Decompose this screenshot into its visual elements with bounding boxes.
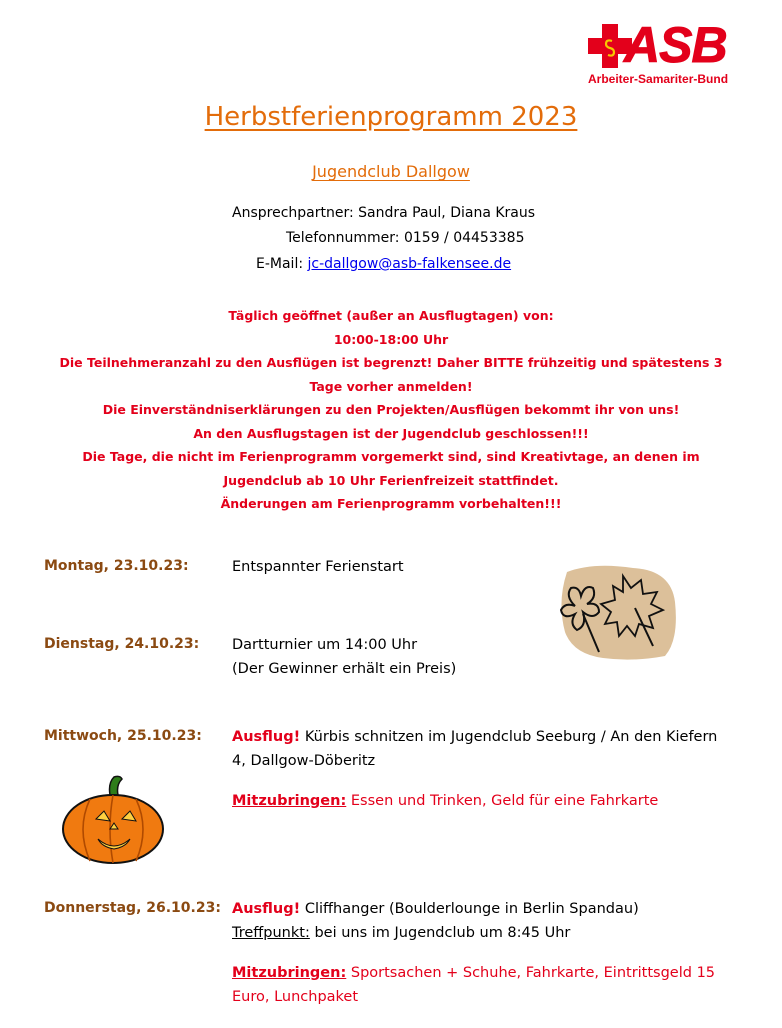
contact-phone: Telefonnummer: 0159 / 04453385 xyxy=(286,230,525,246)
organization-name: Arbeiter-Samariter-Bund xyxy=(588,72,729,86)
notice-line: Änderungen am Ferienprogramm vorbehalten!!! xyxy=(220,496,562,511)
bring-label: Mitzubringen: xyxy=(232,793,347,809)
bring-label: Mitzubringen: xyxy=(232,965,347,981)
meeting-text: bei uns im Jugendclub um 8:45 Uhr xyxy=(309,925,571,941)
bring-text-cont: Euro, Lunchpaket xyxy=(232,989,359,1005)
activity-wednesday xyxy=(232,725,742,813)
day-tuesday: Dienstag, 24.10.23: xyxy=(44,636,200,652)
contact-person: Ansprechpartner: Sandra Paul, Diana Kraus xyxy=(232,205,536,221)
activity-text: Dartturnier um 14:00 Uhr xyxy=(232,637,418,653)
notice-line: Täglich geöffnet (außer an Ausflugtagen) von: xyxy=(228,308,554,323)
activity-monday: Entspannter Ferienstart xyxy=(232,559,404,575)
page-subtitle: Jugendclub Dallgow xyxy=(312,162,470,181)
notice-line: Die Tage, die nicht im Ferienprogramm vorgemerkt sind, sind Kreativtage, an denen im xyxy=(82,449,700,464)
bring-text: Essen und Trinken, Geld für eine Fahrkarte xyxy=(346,793,659,809)
activity-text-cont: 4, Dallgow-Döberitz xyxy=(232,753,376,769)
notice-line: Jugendclub ab 10 Uhr Ferienfreizeit stattfindet. xyxy=(223,472,559,488)
activity-text: Cliffhanger (Boulderlounge in Berlin Spandau) xyxy=(300,901,639,917)
activity-thursday xyxy=(232,897,742,1009)
activity-text: Kürbis schnitzen im Jugendclub Seeburg / An den Kiefern xyxy=(300,729,718,745)
day-monday: Montag, 23.10.23: xyxy=(44,558,189,574)
pumpkin-icon xyxy=(60,775,166,865)
contact-email-row xyxy=(256,256,511,272)
asb-logo xyxy=(588,17,746,88)
notice-line: An den Ausflugstagen ist der Jugendclub geschlossen!!! xyxy=(193,425,589,441)
trip-label: Ausflug! xyxy=(232,729,301,745)
day-wednesday: Mittwoch, 25.10.23: xyxy=(44,728,202,744)
autumn-leaves-icon xyxy=(553,562,679,662)
activity-tuesday xyxy=(232,633,456,681)
day-thursday: Donnerstag, 26.10.23: xyxy=(44,900,221,916)
asb-wordmark: ASB xyxy=(624,17,727,73)
page-title: Herbstferienprogramm 2023 xyxy=(204,102,578,132)
notice-line: 10:00-18:00 Uhr xyxy=(333,331,449,347)
email-link[interactable]: jc-dallgow@asb-falkensee.de xyxy=(307,256,512,272)
notice-line: Tage vorher anmelden! xyxy=(309,378,473,394)
trip-label: Ausflug! xyxy=(232,901,301,917)
notice-line: Die Teilnehmeranzahl zu den Ausflügen ist begrenzt! Daher BITTE frühzeitig und spätestens 3 xyxy=(59,355,723,370)
notice-block xyxy=(40,304,742,516)
bring-text: Sportsachen + Schuhe, Fahrkarte, Eintrittsgeld 15 xyxy=(346,965,716,981)
activity-note: (Der Gewinner erhält ein Preis) xyxy=(232,661,457,677)
meeting-label: Treffpunkt: xyxy=(232,925,310,941)
email-label: E-Mail: xyxy=(256,256,308,272)
notice-line: Die Einverständniserklärungen zu den Projekten/Ausflügen bekommt ihr von uns! xyxy=(102,402,680,417)
